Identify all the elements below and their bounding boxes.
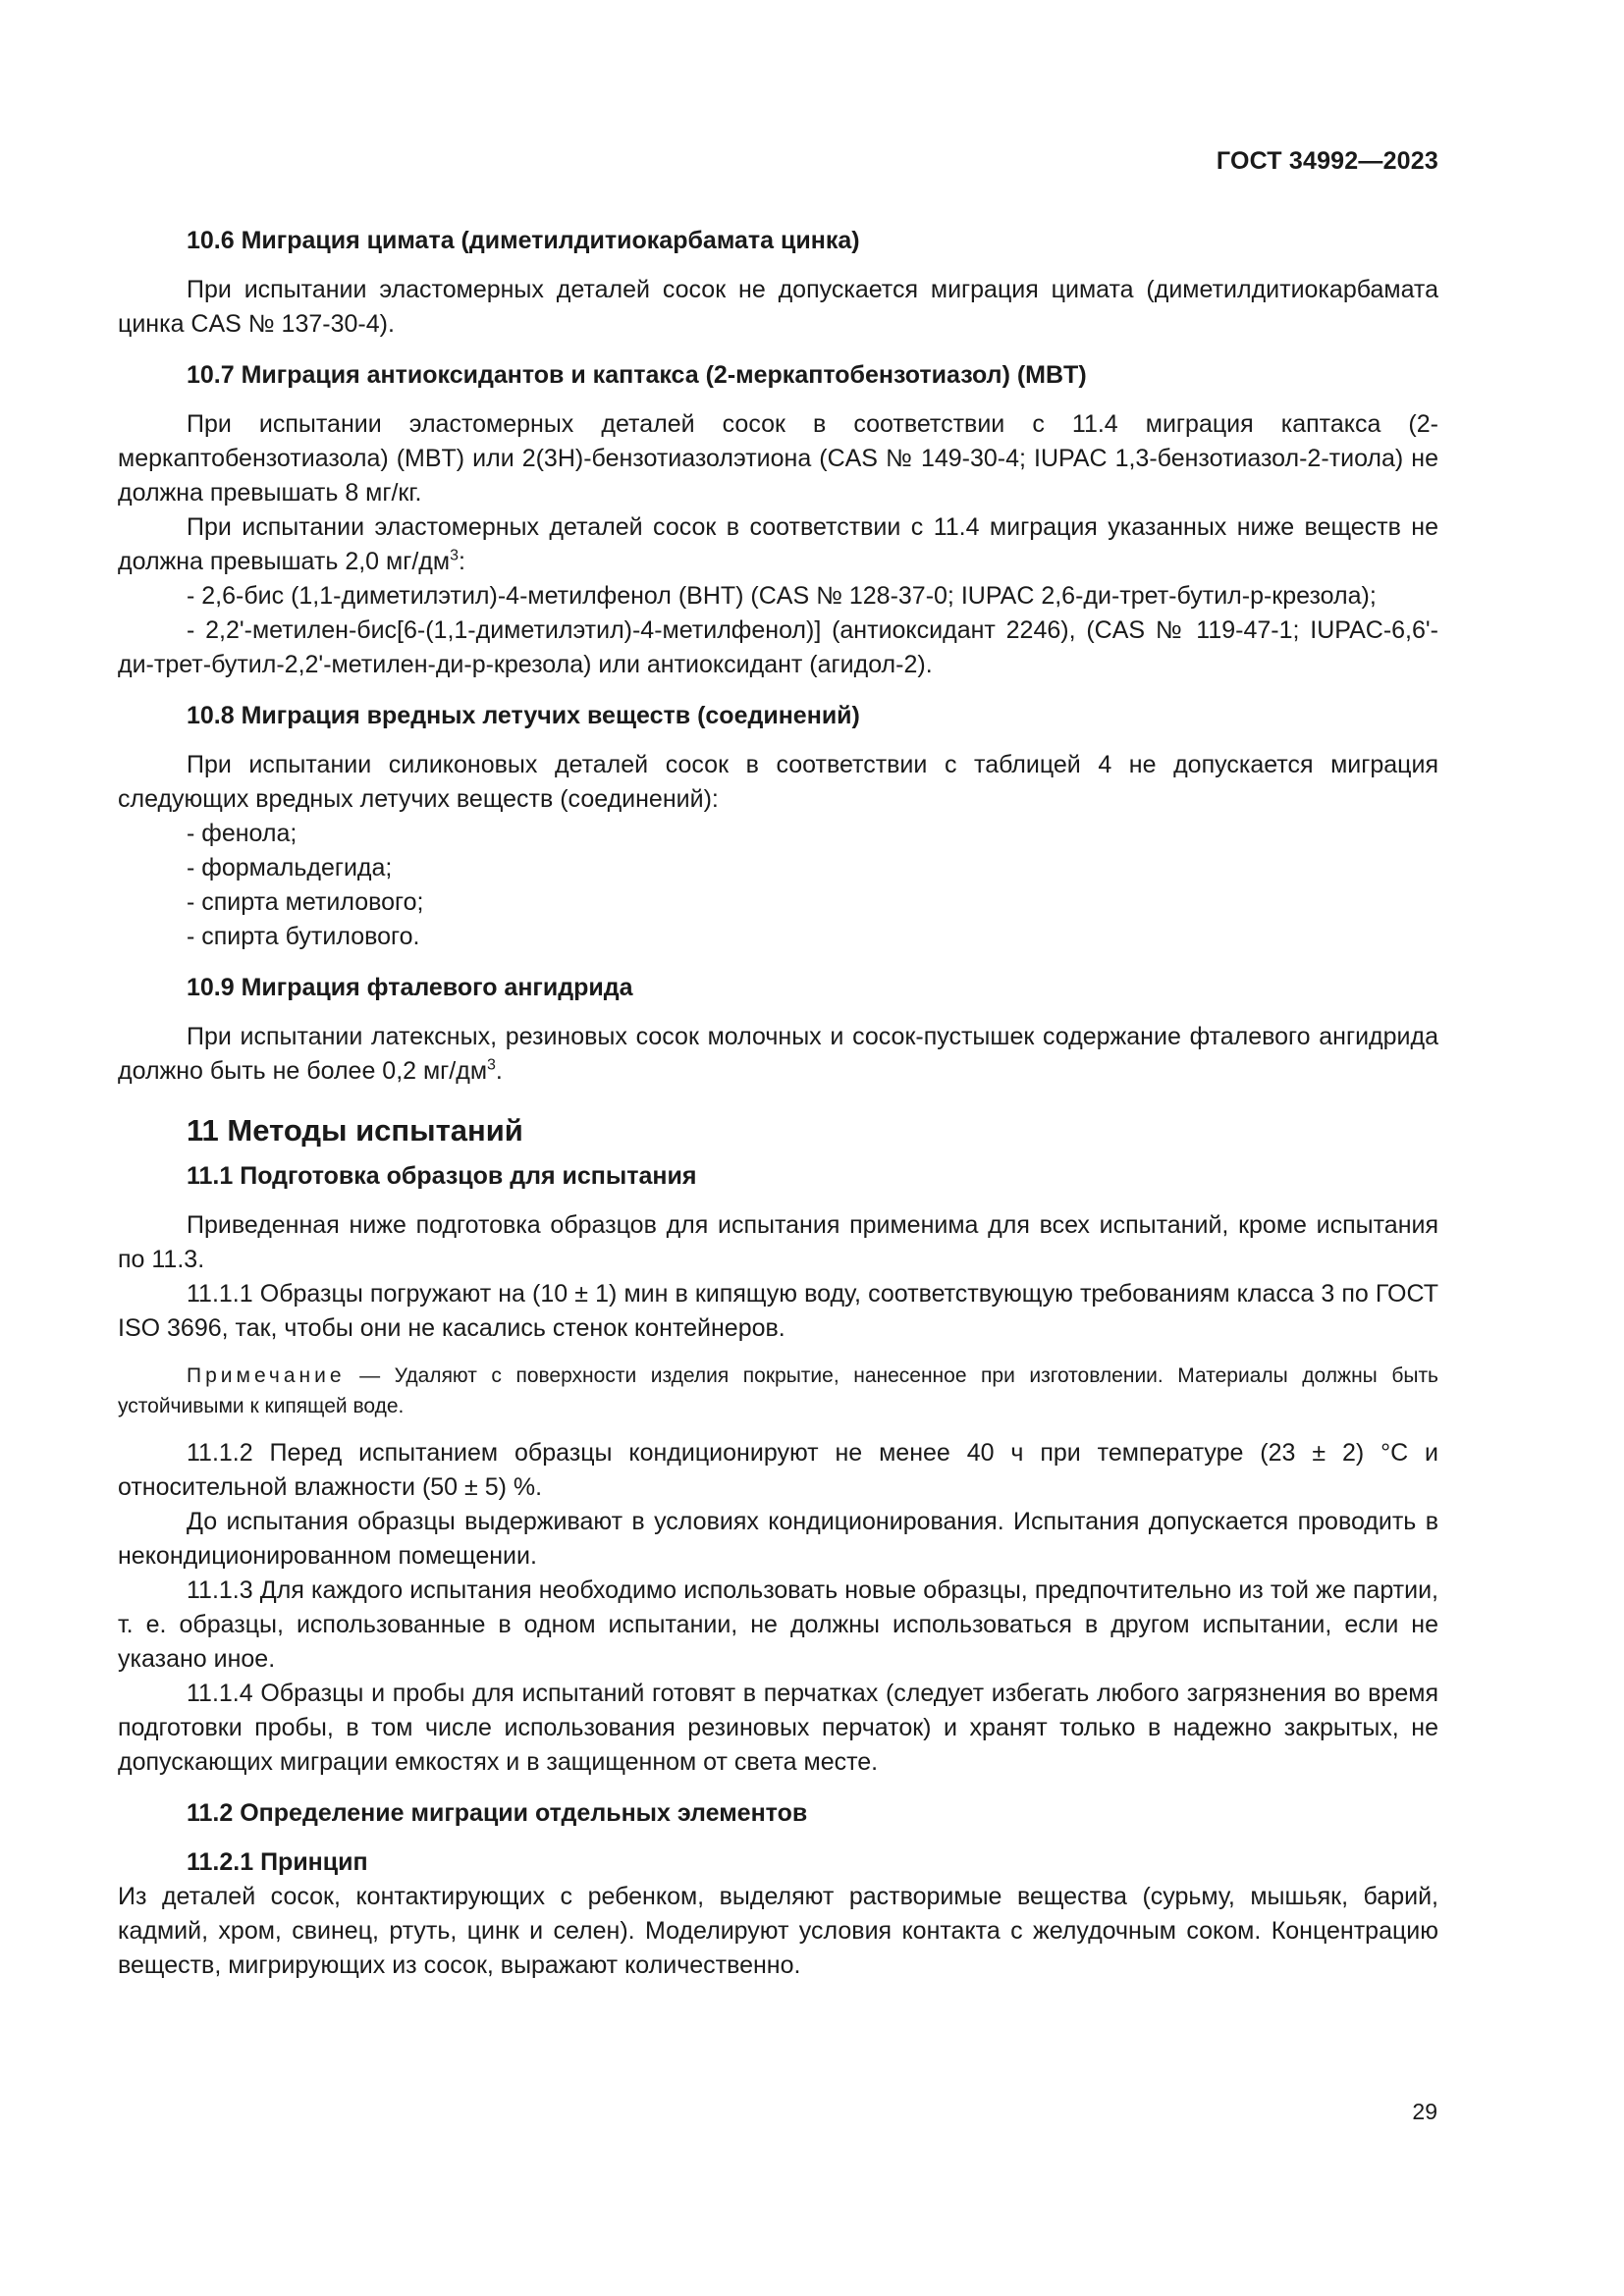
- page-content: [118, 224, 1438, 1983]
- section-11-1-2-paragraph-2: До испытания образцы выдерживают в условиях кондиционирования. Испытания допускается проводить в некондиционированном помещении.: [118, 1508, 1438, 1570]
- section-10-7-list-item-2: - 2,2'-метилен-бис[6-(1,1-диметилэтил)-4-метилфенол)] (антиоксидант 2246), (CAS № 119-47-1; IUPAC-6,6'-ди-трет-бутил-2,2'-метилен-ди-р-крезола) или антиоксидант (агидол-2).: [118, 616, 1438, 678]
- section-10-9-heading: 10.9 Миграция фталевого ангидрида: [187, 974, 633, 1001]
- paragraph-end: :: [458, 548, 465, 575]
- section-10-9-paragraph: [118, 1020, 1438, 1089]
- section-10-7-paragraph-2: [118, 510, 1438, 579]
- paragraph-text: При испытании латексных, резиновых сосок молочных и сосок-пустышек содержание фталевого ангидрида должно быть не более 0,2 мг/дм: [118, 1023, 1438, 1085]
- section-11-1-paragraph-1: Приведенная ниже подготовка образцов для испытания применима для всех испытаний, кроме испытания по 11.3.: [118, 1211, 1438, 1273]
- section-11-2-heading: 11.2 Определение миграции отдельных элементов: [187, 1799, 808, 1827]
- section-10-8-paragraph: При испытании силиконовых деталей сосок в соответствии с таблицей 4 не допускается миграция следующих вредных летучих веществ (соединений):: [118, 751, 1438, 813]
- list-item: - фенола;: [187, 820, 298, 847]
- section-11-1-4-paragraph: 11.1.4 Образцы и пробы для испытаний готовят в перчатках (следует избегать любого загрязнения во время подготовки пробы, в том числе использования резиновых перчаток) и хранят только в надежно закрытых, не допускающих миграции емкостях и в защищенном от света месте.: [118, 1680, 1438, 1776]
- section-11-2-1-paragraph: Из деталей сосок, контактирующих с ребенком, выделяют растворимые вещества (сурьму, мышьяк, барий, кадмий, хром, свинец, ртуть, цинк и селен). Моделируют условия контакта с желудочным соком. Концентрацию веществ, мигрирующих из сосок, выражают количественно.: [118, 1883, 1438, 1979]
- section-10-7-list-item-1: - 2,6-бис (1,1-диметилэтил)-4-метилфенол (BHT) (CAS № 128-37-0; IUPAC 2,6-ди-трет-бутил-р-крезола);: [187, 582, 1377, 610]
- section-11-1-3-paragraph: 11.1.3 Для каждого испытания необходимо использовать новые образцы, предпочтительно из той же партии, т. е. образцы, использованные в одном испытании, не должны использоваться в другом испытании, если не указано иное.: [118, 1576, 1438, 1673]
- section-10-6-paragraph: При испытании эластомерных деталей сосок не допускается миграция цимата (диметилдитиокарбамата цинка CAS № 137-30-4).: [118, 276, 1438, 338]
- note-label: Примечание: [187, 1364, 346, 1387]
- section-11-1-heading: 11.1 Подготовка образцов для испытания: [187, 1162, 697, 1190]
- page-number: 29: [1412, 2099, 1437, 2124]
- section-11-heading: 11 Методы испытаний: [187, 1113, 523, 1148]
- superscript: 3: [487, 1056, 496, 1074]
- section-10-6-heading: 10.6 Миграция цимата (диметилдитиокарбамата цинка): [187, 227, 860, 254]
- list-item: - спирта метилового;: [187, 888, 424, 916]
- section-11-2-1-heading: 11.2.1 Принцип: [187, 1848, 368, 1876]
- section-10-7-paragraph-1: При испытании эластомерных деталей сосок в соответствии с 11.4 миграция каптакса (2-меркаптобензотиазола) (MBT) или 2(3H)-бензотиазолэтиона (CAS № 149-30-4; IUPAC 1,3-бензотиазол-2-тиола) не должна превышать 8 мг/кг.: [118, 410, 1438, 507]
- section-11-1-2-paragraph: 11.1.2 Перед испытанием образцы кондиционируют не менее 40 ч при температуре (23 ± 2) °С и относительной влажности (50 ± 5) %.: [118, 1439, 1438, 1501]
- list-item: - спирта бутилового.: [187, 923, 420, 950]
- list-item: - формальдегида;: [187, 854, 393, 881]
- section-10-7-heading: 10.7 Миграция антиоксидантов и каптакса (2-меркаптобензотиазол) (MBT): [187, 361, 1087, 389]
- note: [118, 1361, 1438, 1421]
- document-number: ГОСТ 34992—2023: [1216, 147, 1438, 175]
- paragraph-end: .: [495, 1057, 503, 1085]
- superscript: 3: [450, 547, 459, 564]
- section-11-1-1-paragraph: 11.1.1 Образцы погружают на (10 ± 1) мин в кипящую воду, соответствующую требованиям класса 3 по ГОСТ ISO 3696, так, чтобы они не касались стенок контейнеров.: [118, 1280, 1438, 1342]
- paragraph-text: При испытании эластомерных деталей сосок в соответствии с 11.4 миграция указанных ниже веществ не должна превышать 2,0 мг/дм: [118, 513, 1438, 575]
- note-text: — Удаляют с поверхности изделия покрытие, нанесенное при изготовлении. Материалы должны быть устойчивыми к кипящей воде.: [118, 1364, 1438, 1417]
- section-10-8-heading: 10.8 Миграция вредных летучих веществ (соединений): [187, 702, 860, 729]
